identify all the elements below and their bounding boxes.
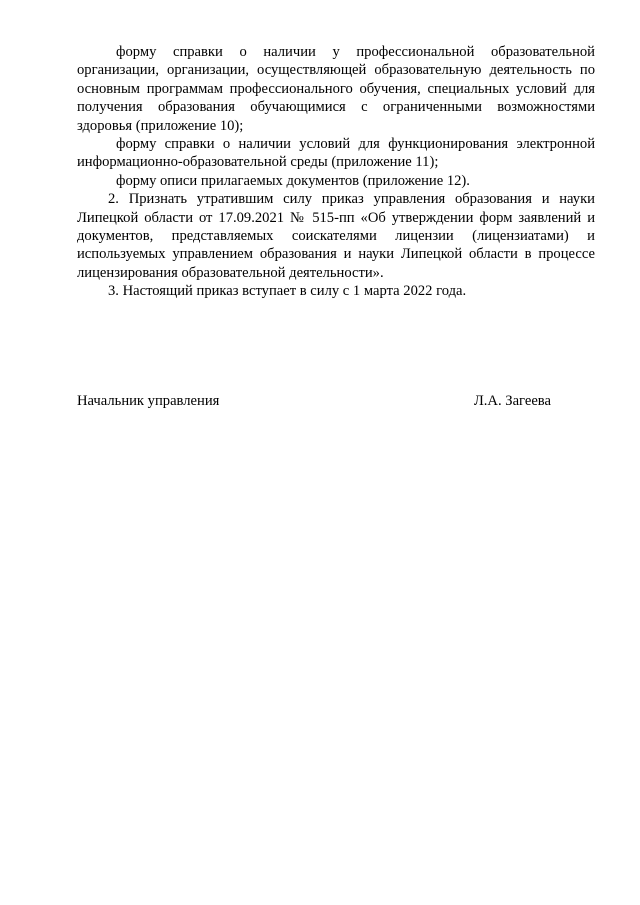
paragraph-appendix-12: форму описи прилагаемых документов (приложение 12). xyxy=(116,172,470,189)
paragraph-item-3: 3. Настоящий приказ вступает в силу с 1 марта 2022 года. xyxy=(108,283,467,300)
paragraph-item-2: 2. Признать утратившим силу приказ управления образования и науки Липецкой области от 17.09.2021 № 515-пп «Об утверждении форм заявлений и документов, представляемых соискателями лицензии (лицензиатами) и используемых управлением образования и науки Липецкой области в процессе лицензирования образовательной деятельности». xyxy=(77,191,595,281)
signature-block xyxy=(77,392,551,410)
paragraph-appendix-10: форму справки о наличии у профессиональной образовательной организации, организации, осуществляющей образовательную деятельность по основным программам профессионального обучения, специальных условий для получения образования обучающимися с ограниченными возможностями здоровья (приложение 10); xyxy=(77,44,595,134)
document-body xyxy=(77,43,595,301)
signature-position: Начальник управления xyxy=(77,393,220,409)
signature-name: Л.А. Загеева xyxy=(473,393,551,409)
paragraph-appendix-11: форму справки о наличии условий для функционирования электронной информационно-образовательной среды (приложение 11); xyxy=(77,136,595,171)
